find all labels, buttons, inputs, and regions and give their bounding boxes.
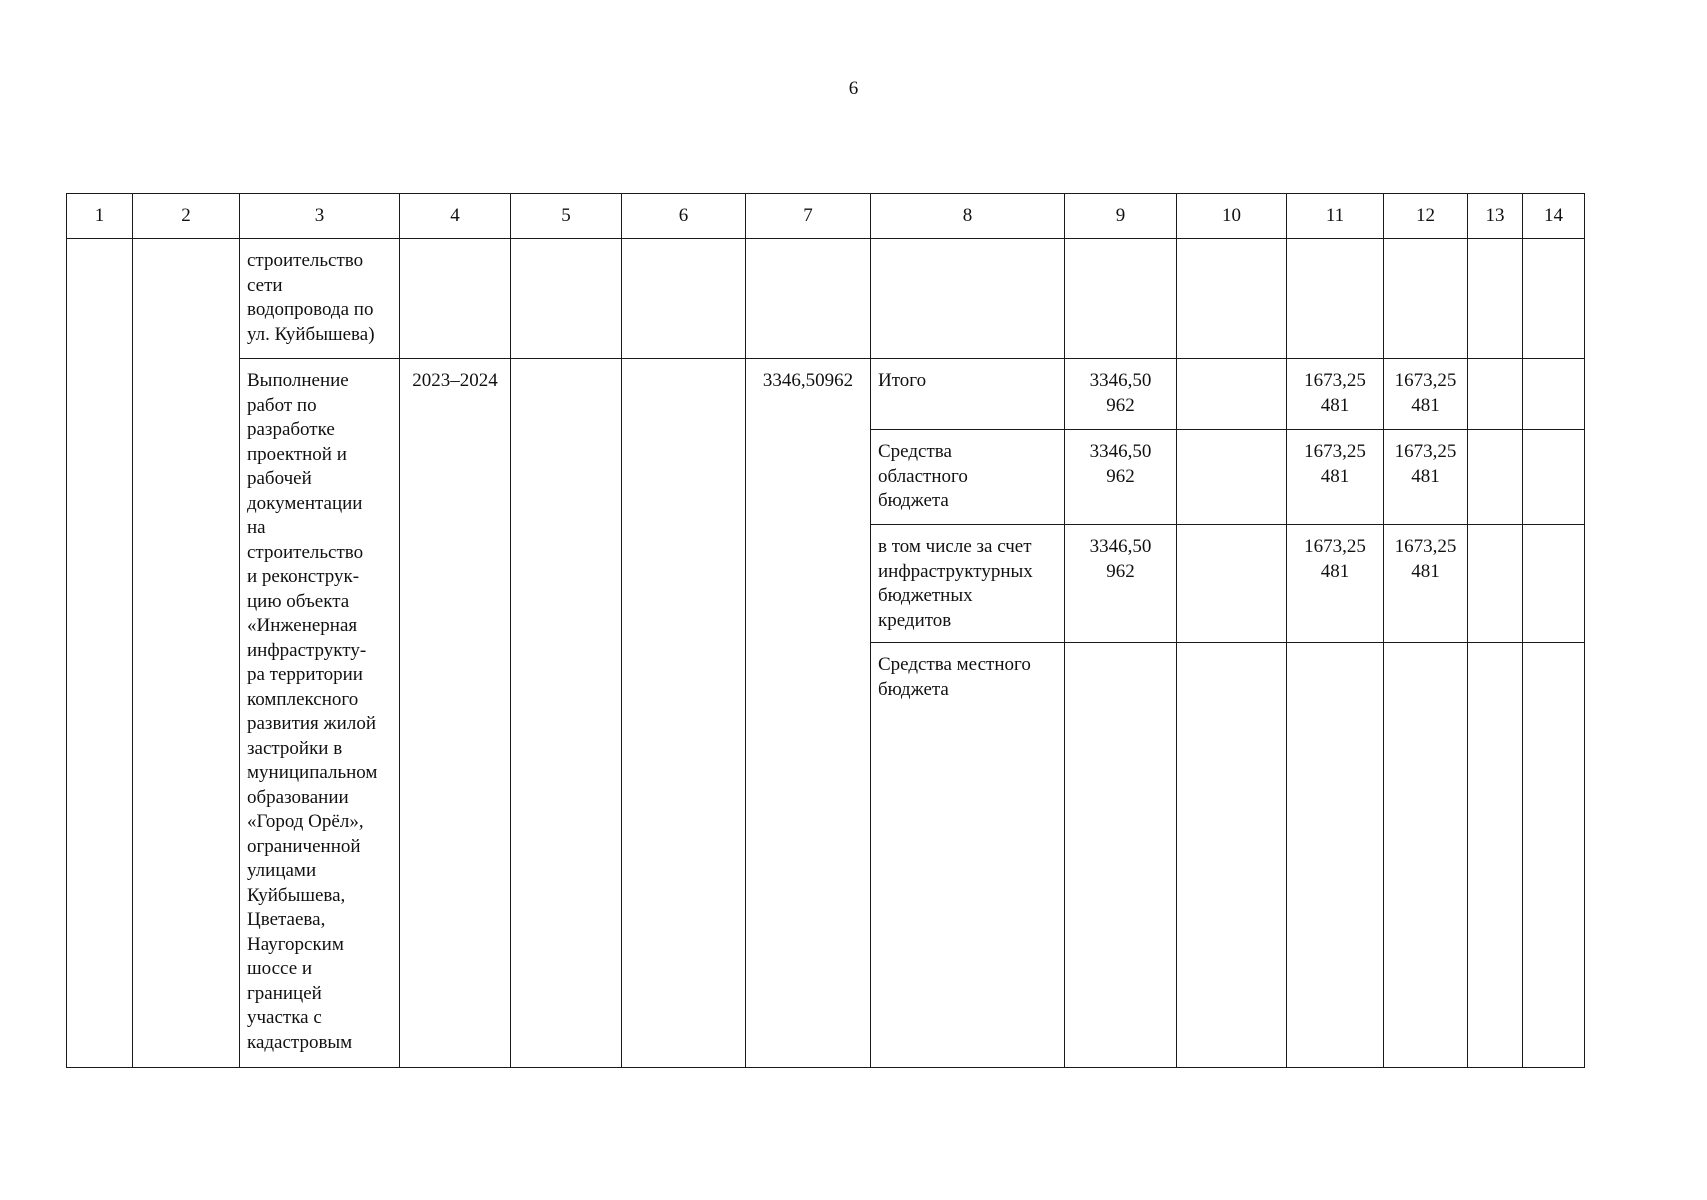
column-header-8: 8 bbox=[871, 194, 1065, 239]
cell bbox=[871, 239, 1065, 359]
cell-col1-merged bbox=[67, 239, 133, 1068]
funding-col11: 1673,25 481 bbox=[1287, 525, 1384, 643]
activity-description: Выполнение работ по разработке проектной и рабочей документации на строительство и реконструк- цию объекта «Инженерная инфраструкту- ра территории комплексного развития жилой застройки в муниципальном образовании «Город Орёл», ограниченной улицами Куйбышева, Цветаева, Наугорским шоссе и границей участка с кадастровым bbox=[240, 359, 400, 1068]
funding-col12 bbox=[1384, 643, 1468, 1068]
funding-col12: 1673,25 481 bbox=[1384, 525, 1468, 643]
cell-col2-merged bbox=[133, 239, 240, 1068]
cell bbox=[511, 239, 622, 359]
funding-col12: 1673,25 481 bbox=[1384, 430, 1468, 525]
funding-col11 bbox=[1287, 643, 1384, 1068]
funding-col12: 1673,25 481 bbox=[1384, 359, 1468, 430]
funding-source: Средства местного бюджета bbox=[871, 643, 1065, 1068]
cell bbox=[1523, 359, 1585, 430]
column-header-1: 1 bbox=[67, 194, 133, 239]
cell bbox=[1384, 239, 1468, 359]
activity-period: 2023–2024 bbox=[400, 359, 511, 1068]
funding-col9 bbox=[1065, 643, 1177, 1068]
cell bbox=[1523, 643, 1585, 1068]
continuation-description: строительство сети водопровода по ул. Куйбышева) bbox=[240, 239, 400, 359]
column-header-14: 14 bbox=[1523, 194, 1585, 239]
column-header-2: 2 bbox=[133, 194, 240, 239]
cell bbox=[1468, 525, 1523, 643]
cell bbox=[1468, 643, 1523, 1068]
cell bbox=[1523, 525, 1585, 643]
cell bbox=[1177, 359, 1287, 430]
header-row bbox=[67, 194, 1585, 239]
column-header-7: 7 bbox=[746, 194, 871, 239]
activity-total-amount: 3346,50962 bbox=[746, 359, 871, 1068]
cell bbox=[1177, 239, 1287, 359]
cell bbox=[1468, 239, 1523, 359]
cell bbox=[1065, 239, 1177, 359]
column-header-9: 9 bbox=[1065, 194, 1177, 239]
column-header-11: 11 bbox=[1287, 194, 1384, 239]
funding-source: Средства областного бюджета bbox=[871, 430, 1065, 525]
column-header-13: 13 bbox=[1468, 194, 1523, 239]
cell bbox=[1177, 525, 1287, 643]
cell bbox=[1523, 430, 1585, 525]
cell bbox=[1523, 239, 1585, 359]
funding-row-total bbox=[67, 359, 1585, 430]
funding-col9: 3346,50 962 bbox=[1065, 525, 1177, 643]
funding-col9: 3346,50 962 bbox=[1065, 359, 1177, 430]
budget-table bbox=[66, 193, 1585, 1068]
cell bbox=[1177, 430, 1287, 525]
funding-col11: 1673,25 481 bbox=[1287, 430, 1384, 525]
cell bbox=[1468, 359, 1523, 430]
column-header-5: 5 bbox=[511, 194, 622, 239]
cell bbox=[400, 239, 511, 359]
cell bbox=[1287, 239, 1384, 359]
continuation-row bbox=[67, 239, 1585, 359]
cell-col5 bbox=[511, 359, 622, 1068]
page-number: 6 bbox=[848, 78, 859, 99]
column-header-6: 6 bbox=[622, 194, 746, 239]
column-header-12: 12 bbox=[1384, 194, 1468, 239]
column-header-3: 3 bbox=[240, 194, 400, 239]
cell bbox=[746, 239, 871, 359]
column-header-10: 10 bbox=[1177, 194, 1287, 239]
funding-source: Итого bbox=[871, 359, 1065, 430]
cell bbox=[1468, 430, 1523, 525]
cell-col6 bbox=[622, 359, 746, 1068]
funding-col9: 3346,50 962 bbox=[1065, 430, 1177, 525]
funding-col11: 1673,25 481 bbox=[1287, 359, 1384, 430]
column-header-4: 4 bbox=[400, 194, 511, 239]
cell bbox=[622, 239, 746, 359]
cell bbox=[1177, 643, 1287, 1068]
funding-source: в том числе за счет инфраструктурных бюджетных кредитов bbox=[871, 525, 1065, 643]
